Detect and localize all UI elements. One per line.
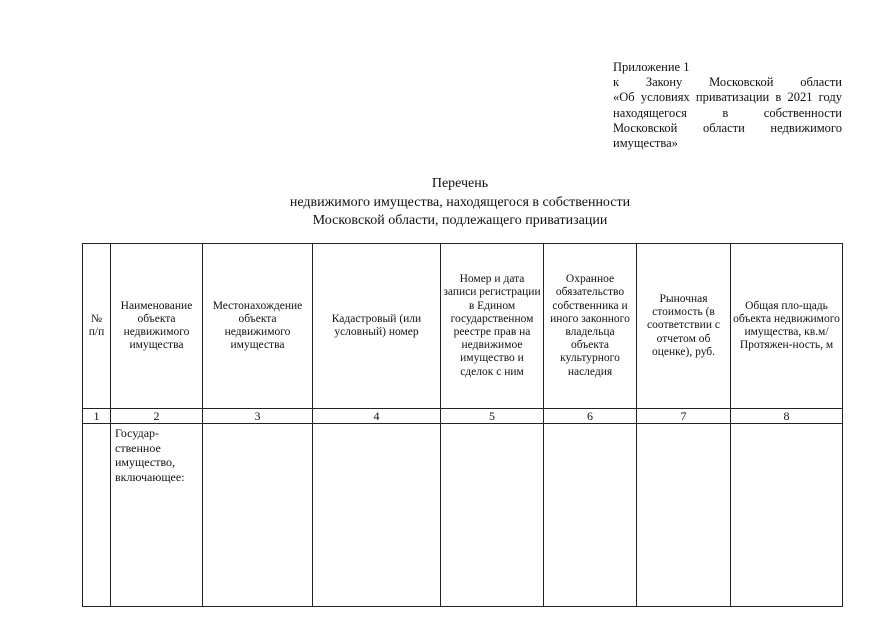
column-header: Кадастровый (или условный) номер: [313, 244, 441, 409]
title-line: Перечень: [431, 176, 489, 191]
column-number: 2: [111, 409, 203, 424]
column-number: 7: [637, 409, 731, 424]
column-number: 5: [441, 409, 544, 424]
column-header: Охранное обязательство собственника и иного законного владельца объекта культурного наследия: [544, 244, 637, 409]
column-header: Наименование объекта недвижимого имущества: [111, 244, 203, 409]
column-header: Номер и дата записи регистрации в Едином государственном реестре прав на недвижимое имущество и сделок с ним: [441, 244, 544, 409]
column-number: 1: [83, 409, 111, 424]
appendix-line: находящегося в собственности: [613, 105, 842, 120]
appendix-line: «Об условиях приватизации в 2021 году: [613, 90, 842, 105]
table-cell: [313, 424, 441, 607]
appendix-line: к Закону Московской области: [613, 75, 842, 90]
table-cell: [544, 424, 637, 607]
appendix-line: Московской области недвижимого: [613, 120, 842, 135]
table-cell: [637, 424, 731, 607]
table-cell: [731, 424, 843, 607]
table-cell: [203, 424, 313, 607]
column-header: Общая пло-щадь объекта недвижимого имущества, кв.м/Протяжен-ность, м: [731, 244, 843, 409]
appendix-note: [613, 60, 842, 151]
appendix-line: имущества»: [613, 136, 678, 151]
table-row: [83, 424, 843, 607]
property-table: [82, 243, 843, 607]
document-title: [200, 175, 720, 231]
column-number: 8: [731, 409, 843, 424]
table-cell: [83, 424, 111, 607]
column-number: 4: [313, 409, 441, 424]
column-header: Местонахождение объекта недвижимого имущества: [203, 244, 313, 409]
appendix-line: Приложение 1: [613, 60, 690, 74]
title-line: Московской области, подлежащего приватизации: [312, 213, 608, 228]
group-row-label: Государ-ственное имущество, включающее:: [111, 424, 203, 607]
column-number: 6: [544, 409, 637, 424]
table-cell: [441, 424, 544, 607]
column-number-row: [83, 409, 843, 424]
column-header: Рыночная стоимость (в соответствии с отчетом об оценке), руб.: [637, 244, 731, 409]
column-header: № п/п: [83, 244, 111, 409]
title-line: недвижимого имущества, находящегося в собственности: [289, 194, 631, 210]
table-header-row: [83, 244, 843, 409]
column-number: 3: [203, 409, 313, 424]
